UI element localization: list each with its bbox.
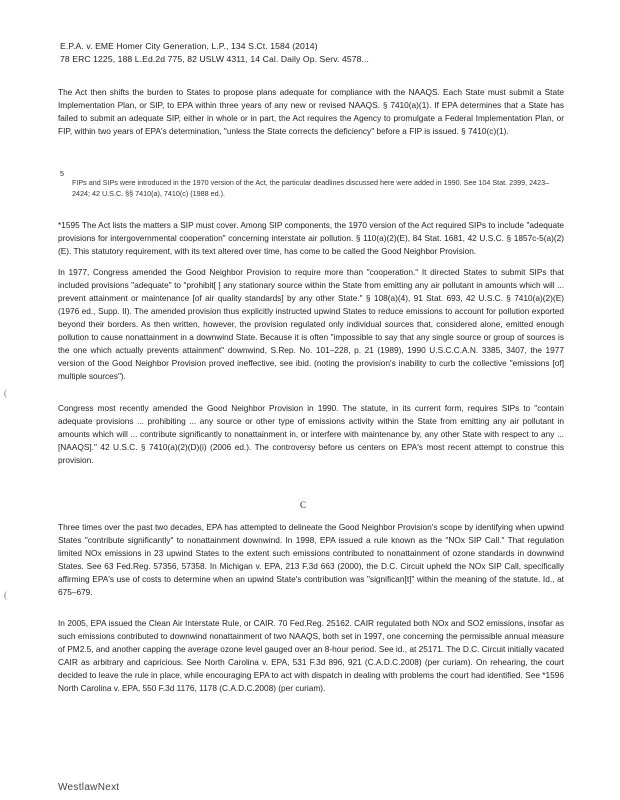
paragraph-cair: In 2005, EPA issued the Clean Air Interstate Rule, or CAIR. 70 Fed.Reg. 25162. CAIR regulated both NOx and SO2 emissions, insofar as such emissions contributed to downwind nonattainment of two NAAQS, both set in 1997, one concerning the permissible annual measure of PM2.5, and another capping the average ozone level gauged over an 8-hour period. See id., at 25171. The D.C. Circuit initially vacated CAIR as arbitrary and capricious. See North Carolina v. EPA, 531 F.3d 896, 921 (C.A.D.C.2008) (per curiam). On rehearing, the court decided to leave the rule in place, while encouraging EPA to act with dispatch in dealing with problems the court had identified. See *1596 North Carolina v. EPA, 550 F.3d 1176, 1178 (C.A.D.C.2008) (per curiam). [58,618,564,693]
paragraph-1977-amendment: In 1977, Congress amended the Good Neighbor Provision to require more than "cooperation." It directed States to submit SIPs that included provisions "adequate" to "prohibit[ ] any stationary source within the State from emitting any air pollutant in amounts which will ... prevent attainment or maintenance [of air quality standards] by any other State." § 108(a)(4), 91 Stat. 693, 42 U.S.C. § 7410(a)(2)(E) (1976 ed., Supp. II). The amended provision thus explicitly instructed upwind States to reduce emissions to account for pollution exported beyond their borders. As then written, however, the provision regulated only individual sources that, considered alone, emitted enough pollution to cause nonattainment in a downwind State. Because it is often "impossible to say that any single source or group of sources is the one which actually prevents attainment" downwind, S.Rep. No. 101–228, p. 21 (1989), 1990 U.S.C.C.A.N. 3385, 3407, the 1977 version of the Good Neighbor Provision proved ineffective, see ibid. (noting the provision's inability to curb the collective "emissions [of] multiple sources"). [58,267,564,381]
footnote-marker[interactable]: 5 [60,169,64,178]
paragraph-1990-amendment: Congress most recently amended the Good Neighbor Provision in 1990. The statute, in its current form, requires SIPs to "contain adequate provisions ... prohibiting ... any source or other type of emissions activity within the State from emitting any air pollutant in amounts which will ... contribute significantly to nonattainment in, or interfere with maintenance by, any other State with respect to any ... [NAAQS]." 42 U.S.C. § 7410(a)(2)(D)(i) (2006 ed.). The controversy before us centers on EPA's most recent attempt to construe this provision. [58,403,564,465]
citation-header-line-2: 78 ERC 1225, 188 L.Ed.2d 775, 82 USLW 4311, 14 Cal. Daily Op. Serv. 4578... [60,54,369,64]
citation-header-line-1: E.P.A. v. EME Homer City Generation, L.P., 134 S.Ct. 1584 (2014) [60,41,318,51]
westlaw-footer-logo: WestlawNext [58,782,120,793]
section-heading: C [300,500,307,510]
paragraph-sip-components: *1595 The Act lists the matters a SIP must cover. Among SIP components, the 1970 version of the Act required SIPs to include "adequate provisions for intergovernmental cooperation" concerning interstate air pollution. § 110(a)(2)(E), 84 Stat. 1681, 42 U.S.C. § 1857c-5(a)(2)(E). This statutory requirement, with its text altered over time, has come to be called the Good Neighbor Provision. [58,220,564,256]
margin-bracket-mark: ( [4,388,7,398]
margin-bracket-mark-2: ( [4,590,7,600]
footnote-text: FIPs and SIPs were introduced in the 1970 version of the Act, the particular deadlines discussed here were added in 1990. See 104 Stat. 2399, 2423–2424; 42 U.S.C. §§ 7410(a), 7410(c) (1988 ed.). [72,178,550,198]
paragraph-sip-deadlines: The Act then shifts the burden to States to propose plans adequate for compliance with the NAAQS. Each State must submit a State Implementation Plan, or SIP, to EPA within three years of any new or revised NAAQS. § 7410(a)(1). If EPA determines that a State has failed to submit an adequate SIP, either in whole or in part, the Act requires the Agency to promulgate a Federal Implementation Plan, or FIP, within two years of EPA's determination, "unless the State corrects the deficiency" before a FIP is issued. § 7410(c)(1). [58,87,564,136]
paragraph-nox-sip-call: Three times over the past two decades, EPA has attempted to delineate the Good Neighbor Provision's scope by identifying when upwind States "contribute significantly" to nonattainment downwind. In 1998, EPA issued a rule known as the "NOx SIP Call." That regulation limited NOx emissions in 23 upwind States to the extent such emissions contributed to nonattainment of ozone standards in downwind States. See 63 Fed.Reg. 57356, 57358. In Michigan v. EPA, 213 F.3d 663 (2000), the D.C. Circuit upheld the NOx SIP Call, specifically affirming EPA's use of costs to determine when an upwind State's contribution was "significan[t]" within the meaning of the statute. Id., at 675–679. [58,522,564,597]
